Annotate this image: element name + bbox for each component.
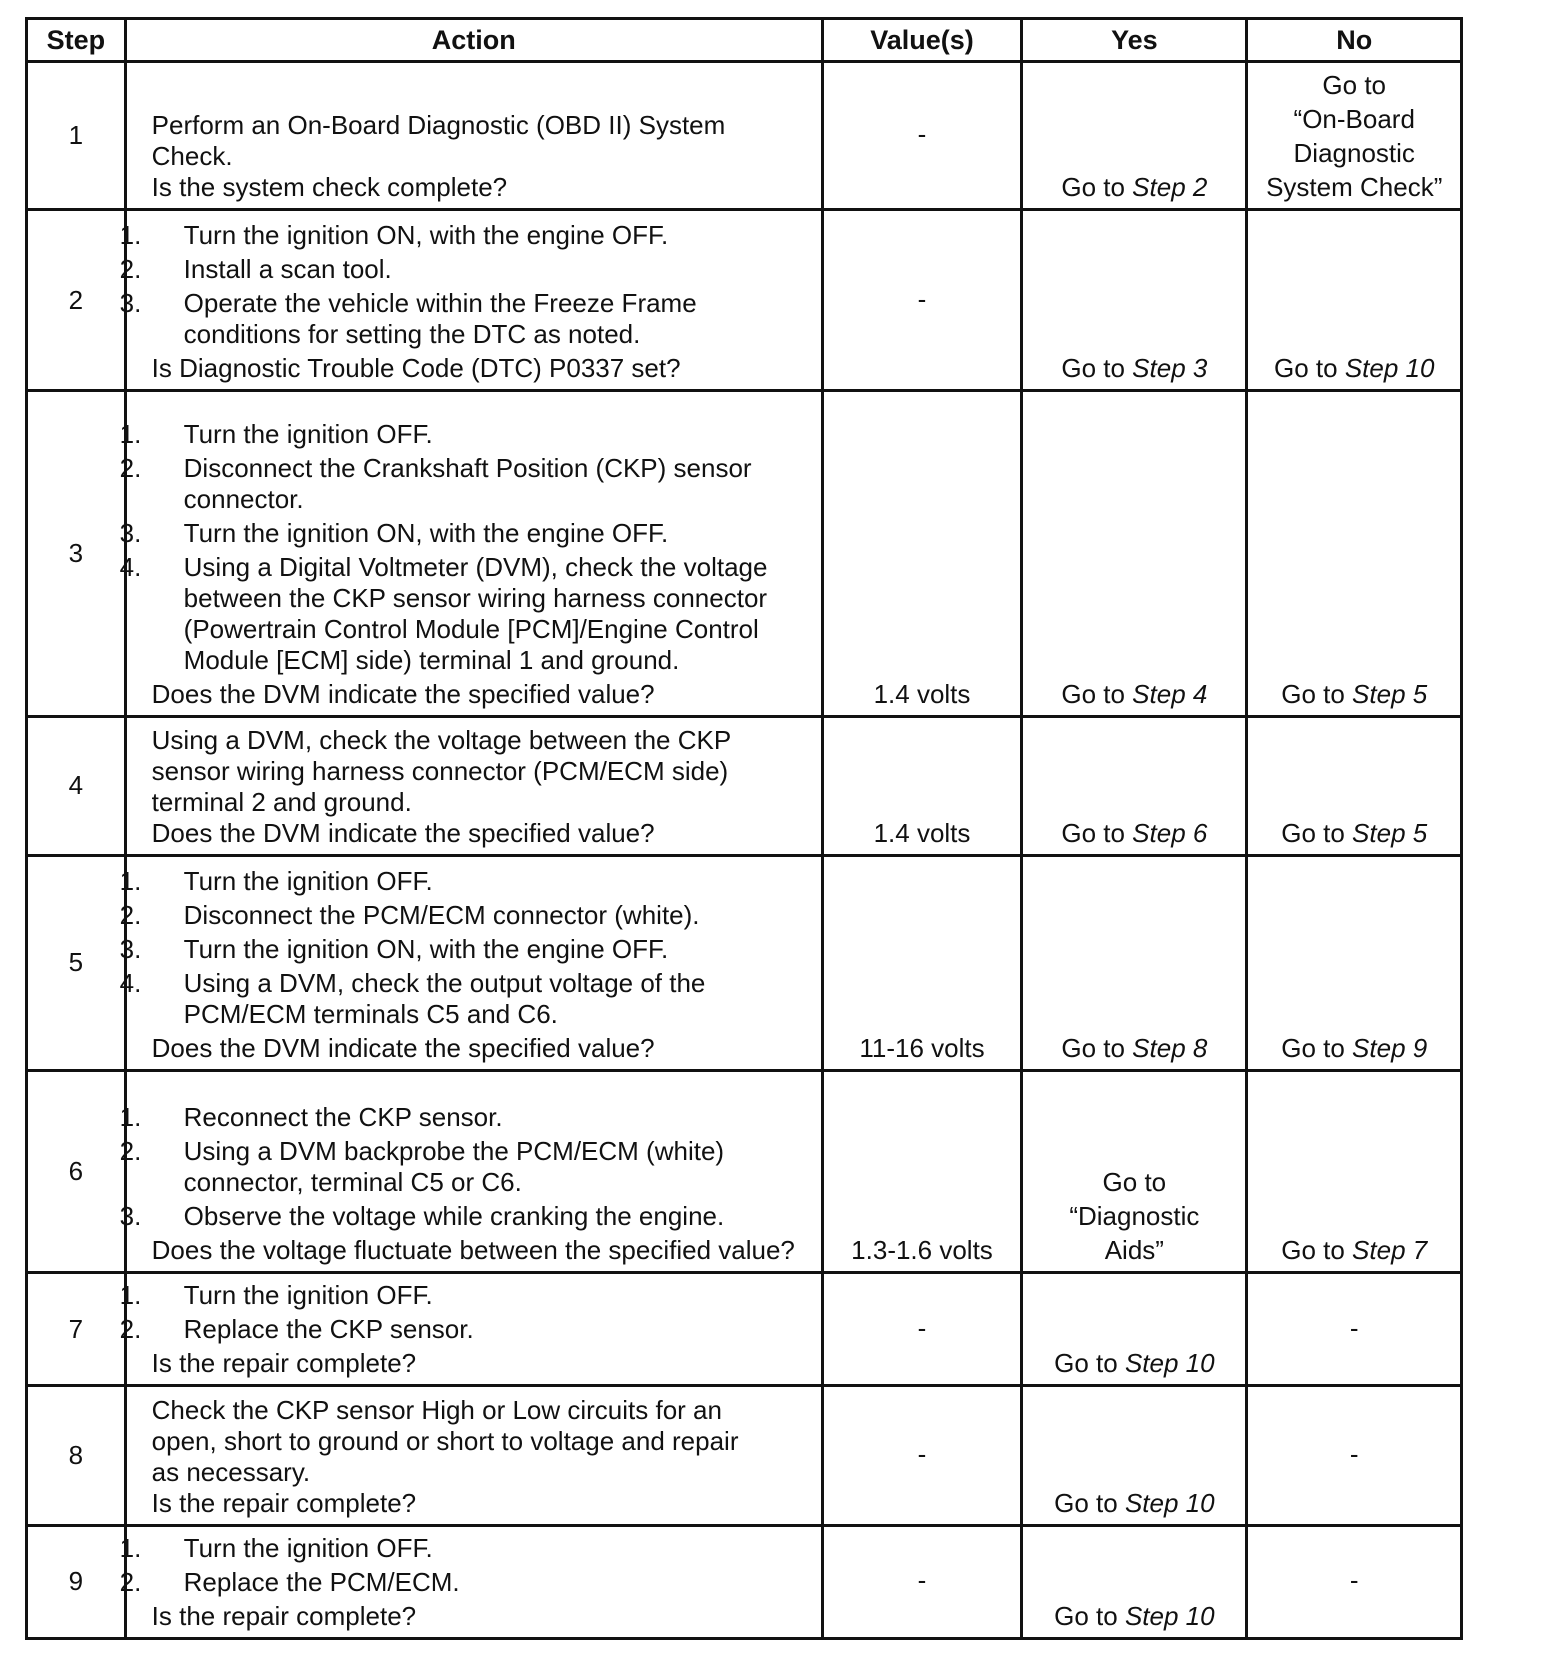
action-question: Does the DVM indicate the specified value? [151, 817, 655, 848]
no-cell [1247, 1273, 1462, 1386]
step-number: 7 [27, 1273, 126, 1386]
no-line: System Check” [1266, 172, 1443, 203]
value-cell [822, 390, 1021, 716]
yes-goto-link[interactable] [1061, 353, 1207, 383]
yes-goto-link[interactable] [1061, 679, 1207, 709]
no-goto-link[interactable] [1281, 1033, 1427, 1063]
action-item [119, 517, 807, 549]
action-item-number: 1. [119, 866, 142, 897]
yes-goto-link[interactable] [1061, 1033, 1207, 1063]
header-row [27, 19, 1462, 62]
step-number: 2 [27, 210, 126, 390]
value-text: 1.4 volts [873, 817, 971, 848]
yes-cell [1022, 1273, 1247, 1386]
action-item-text: Turn the ignition OFF. [183, 1533, 433, 1563]
action-cell [119, 1525, 822, 1638]
action-item-number: 3. [119, 287, 142, 318]
action-item-text: Disconnect the Crankshaft Position (CKP) sensor connector. [183, 452, 752, 514]
yes-goto-target: Step 10 [1124, 1487, 1215, 1518]
yes-goto-prefix: Go to [1054, 1487, 1118, 1518]
action-cell [119, 855, 822, 1070]
yes-goto-link[interactable] [1061, 818, 1207, 848]
action-item-text: Turn the ignition ON, with the engine OFF. [183, 219, 669, 250]
action-item-text: Using a DVM backprobe the PCM/ECM (white) connector, terminal C5 or C6. [183, 1136, 725, 1198]
no-goto-target: Step 10 [1344, 352, 1435, 383]
yes-goto-target: Step 3 [1132, 352, 1208, 383]
action-item [119, 900, 807, 931]
value-cell [822, 1386, 1021, 1525]
value-cell [822, 1071, 1021, 1273]
no-goto-link[interactable] [1281, 679, 1427, 709]
step-row [27, 1386, 1462, 1525]
action-item-number: 2. [119, 452, 142, 483]
header-no: No [1247, 19, 1462, 62]
no-dash: - [1349, 1565, 1359, 1596]
yes-goto-target: Step 4 [1132, 678, 1208, 709]
yes-goto-link[interactable] [1061, 172, 1207, 202]
yes-cell [1022, 855, 1247, 1070]
no-line: “On-Board [1293, 104, 1415, 135]
action-item-text: Turn the ignition OFF. [183, 1280, 433, 1311]
no-cell [1247, 855, 1462, 1070]
action-item-number: 1. [119, 219, 142, 250]
action-question: Is the repair complete? [151, 1601, 417, 1631]
action-item-text: Using a DVM, check the output voltage of the PCM/ECM terminals C5 and C6. [183, 968, 706, 1030]
action-item-text: Operate the vehicle within the Freeze Frame conditions for setting the DTC as noted. [183, 287, 697, 349]
no-goto-prefix: Go to [1281, 1033, 1345, 1064]
step-number: 9 [27, 1525, 126, 1638]
action-item-text: Replace the PCM/ECM. [183, 1567, 460, 1597]
yes-goto-prefix: Go to [1061, 352, 1125, 383]
value-text: 11-16 volts [859, 1033, 985, 1064]
action-item-text: Install a scan tool. [183, 253, 392, 284]
header-step: Step [27, 19, 126, 62]
step-number: 5 [27, 855, 126, 1070]
action-question: Does the DVM indicate the specified value? [151, 678, 655, 709]
action-intro-line: open, short to ground or short to voltage and repair [151, 1425, 739, 1456]
action-cell [125, 62, 822, 210]
action-item-text: Turn the ignition ON, with the engine OFF. [183, 517, 669, 548]
yes-cell [1022, 390, 1247, 716]
action-item-text: Replace the CKP sensor. [183, 1314, 474, 1345]
no-cell [1247, 1386, 1462, 1525]
action-item [119, 1201, 807, 1232]
yes-goto-target: Step 10 [1124, 1348, 1215, 1379]
action-item-number: 1. [119, 418, 142, 449]
action-intro-line: Check. [151, 141, 233, 172]
value-cell [822, 855, 1021, 1070]
yes-cell [1022, 1525, 1247, 1638]
action-item-number: 2. [119, 900, 142, 931]
action-item-text: Disconnect the PCM/ECM connector (white). [183, 900, 700, 931]
yes-line: “Diagnostic [1069, 1201, 1200, 1232]
action-item [119, 287, 807, 350]
value-text: - [917, 1312, 927, 1343]
action-item [119, 1567, 807, 1598]
step-number: 4 [27, 716, 126, 855]
value-cell [822, 62, 1021, 210]
value-cell [822, 1525, 1021, 1638]
action-item [119, 452, 807, 515]
action-item-text: Using a Digital Voltmeter (DVM), check the voltage between the CKP sensor wiring harness connector (Powertrain Control Module [PCM]/Engine Control Module [ECM] side) terminal 1 and ground. [183, 551, 768, 675]
value-text: - [917, 119, 927, 150]
step-number: 8 [27, 1386, 126, 1525]
action-cell [119, 210, 822, 390]
yes-goto-prefix: Go to [1061, 172, 1125, 203]
no-goto-prefix: Go to [1281, 1235, 1345, 1266]
yes-goto-target: Step 2 [1132, 172, 1208, 203]
no-cell [1247, 210, 1462, 390]
yes-goto-link[interactable] [1054, 1601, 1214, 1631]
action-item-number: 2. [119, 253, 142, 284]
action-item-number: 3. [119, 934, 142, 965]
value-cell [822, 716, 1021, 855]
action-cell [119, 390, 822, 716]
action-cell [119, 1273, 822, 1386]
value-text: 1.3-1.6 volts [851, 1235, 993, 1266]
step-row [27, 1525, 1462, 1638]
yes-goto-link[interactable] [1054, 1488, 1214, 1518]
no-goto-link[interactable] [1281, 1235, 1427, 1265]
action-cell [125, 1386, 822, 1525]
yes-cell [1022, 210, 1247, 390]
no-goto-prefix: Go to [1273, 352, 1338, 383]
no-goto-target: Step 7 [1352, 1235, 1428, 1266]
step-row [27, 716, 1462, 855]
yes-cell [1022, 1386, 1247, 1525]
step-number: 3 [27, 390, 126, 716]
action-item [119, 1314, 807, 1345]
action-intro-line: Check the CKP sensor High or Low circuits for an [151, 1394, 722, 1425]
header-action: Action [125, 19, 822, 62]
no-cell [1247, 62, 1462, 210]
action-item-number: 4. [119, 551, 142, 582]
action-intro-line: terminal 2 and ground. [151, 786, 412, 817]
yes-line: Aids” [1104, 1235, 1164, 1266]
value-text: - [917, 1565, 927, 1596]
diagnostic-steps-table [25, 17, 1463, 1640]
yes-goto-prefix: Go to [1061, 678, 1125, 709]
action-cell [119, 1071, 822, 1273]
step-row [27, 210, 1462, 390]
action-item [119, 418, 807, 450]
no-dash: - [1349, 1312, 1359, 1343]
action-item [119, 934, 807, 965]
value-cell [822, 210, 1021, 390]
action-item-text: Turn the ignition OFF. [183, 866, 433, 897]
action-question: Is the system check complete? [151, 172, 508, 203]
yes-goto-link[interactable] [1054, 1348, 1214, 1378]
no-dash: - [1349, 1439, 1359, 1469]
action-item-text: Turn the ignition OFF. [183, 418, 433, 449]
header-values: Value(s) [822, 19, 1021, 62]
action-item-text: Observe the voltage while cranking the engine. [183, 1201, 725, 1232]
action-intro-line: Perform an On-Board Diagnostic (OBD II) System [151, 110, 726, 141]
action-item [119, 219, 807, 251]
action-item-number: 2. [119, 1314, 142, 1345]
action-item-number: 3. [119, 1201, 142, 1232]
action-item-number: 2. [119, 1136, 142, 1167]
yes-goto-prefix: Go to [1054, 1348, 1118, 1379]
step-number: 1 [27, 62, 126, 210]
action-item-text: Turn the ignition ON, with the engine OFF. [183, 934, 669, 965]
action-item-number: 1. [119, 1280, 142, 1311]
step-row [27, 1071, 1462, 1273]
action-question: Is Diagnostic Trouble Code (DTC) P0337 set? [151, 352, 681, 383]
action-item-number: 2. [119, 1567, 142, 1597]
no-cell [1247, 1071, 1462, 1273]
no-cell [1247, 390, 1462, 716]
action-item [119, 866, 807, 897]
action-item-number: 1. [119, 1533, 142, 1563]
step-row [27, 62, 1462, 210]
yes-cell [1022, 62, 1247, 210]
value-cell [822, 1273, 1021, 1386]
yes-goto-target: Step 6 [1132, 817, 1208, 848]
action-item [119, 968, 807, 1030]
action-question: Is the repair complete? [151, 1348, 417, 1379]
value-text: 1.4 volts [873, 678, 971, 709]
diagnostic-table-sheet [25, 17, 1463, 1640]
no-goto-prefix: Go to [1281, 817, 1345, 848]
step-row [27, 855, 1462, 1070]
no-goto-link[interactable] [1281, 818, 1427, 848]
action-item [119, 1102, 807, 1133]
yes-goto-prefix: Go to [1054, 1601, 1118, 1631]
step-number: 6 [27, 1071, 126, 1273]
no-goto-link[interactable] [1274, 353, 1434, 383]
header-yes: Yes [1022, 19, 1247, 62]
value-text: - [917, 283, 927, 314]
action-item [119, 1136, 807, 1198]
action-item-number: 1. [119, 1102, 142, 1133]
action-intro-line: Using a DVM, check the voltage between the CKP [151, 724, 732, 755]
action-item [119, 551, 807, 676]
no-line: Diagnostic [1293, 138, 1415, 169]
action-item-number: 4. [119, 968, 142, 999]
action-item-text: Reconnect the CKP sensor. [183, 1102, 503, 1133]
yes-line: Go to [1102, 1167, 1167, 1198]
action-question: Does the voltage fluctuate between the specified value? [151, 1235, 795, 1266]
no-line: Go to [1322, 70, 1387, 101]
action-question: Is the repair complete? [151, 1487, 417, 1518]
yes-goto-prefix: Go to [1061, 1033, 1125, 1064]
action-intro-line: as necessary. [151, 1456, 311, 1487]
action-cell [125, 716, 822, 855]
action-question: Does the DVM indicate the specified value? [151, 1033, 655, 1064]
action-item [119, 1533, 807, 1564]
no-goto-target: Step 5 [1352, 678, 1428, 709]
no-cell [1247, 1525, 1462, 1638]
yes-goto-target: Step 10 [1124, 1601, 1215, 1631]
no-goto-target: Step 5 [1352, 817, 1428, 848]
step-row [27, 1273, 1462, 1386]
yes-goto-prefix: Go to [1061, 817, 1125, 848]
action-item [119, 1280, 807, 1311]
action-intro-line: sensor wiring harness connector (PCM/ECM side) [151, 755, 729, 786]
yes-cell [1022, 716, 1247, 855]
value-text: - [917, 1439, 927, 1469]
no-goto-target: Step 9 [1352, 1033, 1428, 1064]
action-item [119, 253, 807, 285]
action-item-number: 3. [119, 517, 142, 548]
step-row [27, 390, 1462, 716]
yes-goto-target: Step 8 [1132, 1033, 1208, 1064]
no-goto-prefix: Go to [1281, 678, 1345, 709]
yes-cell [1022, 1071, 1247, 1273]
no-cell [1247, 716, 1462, 855]
